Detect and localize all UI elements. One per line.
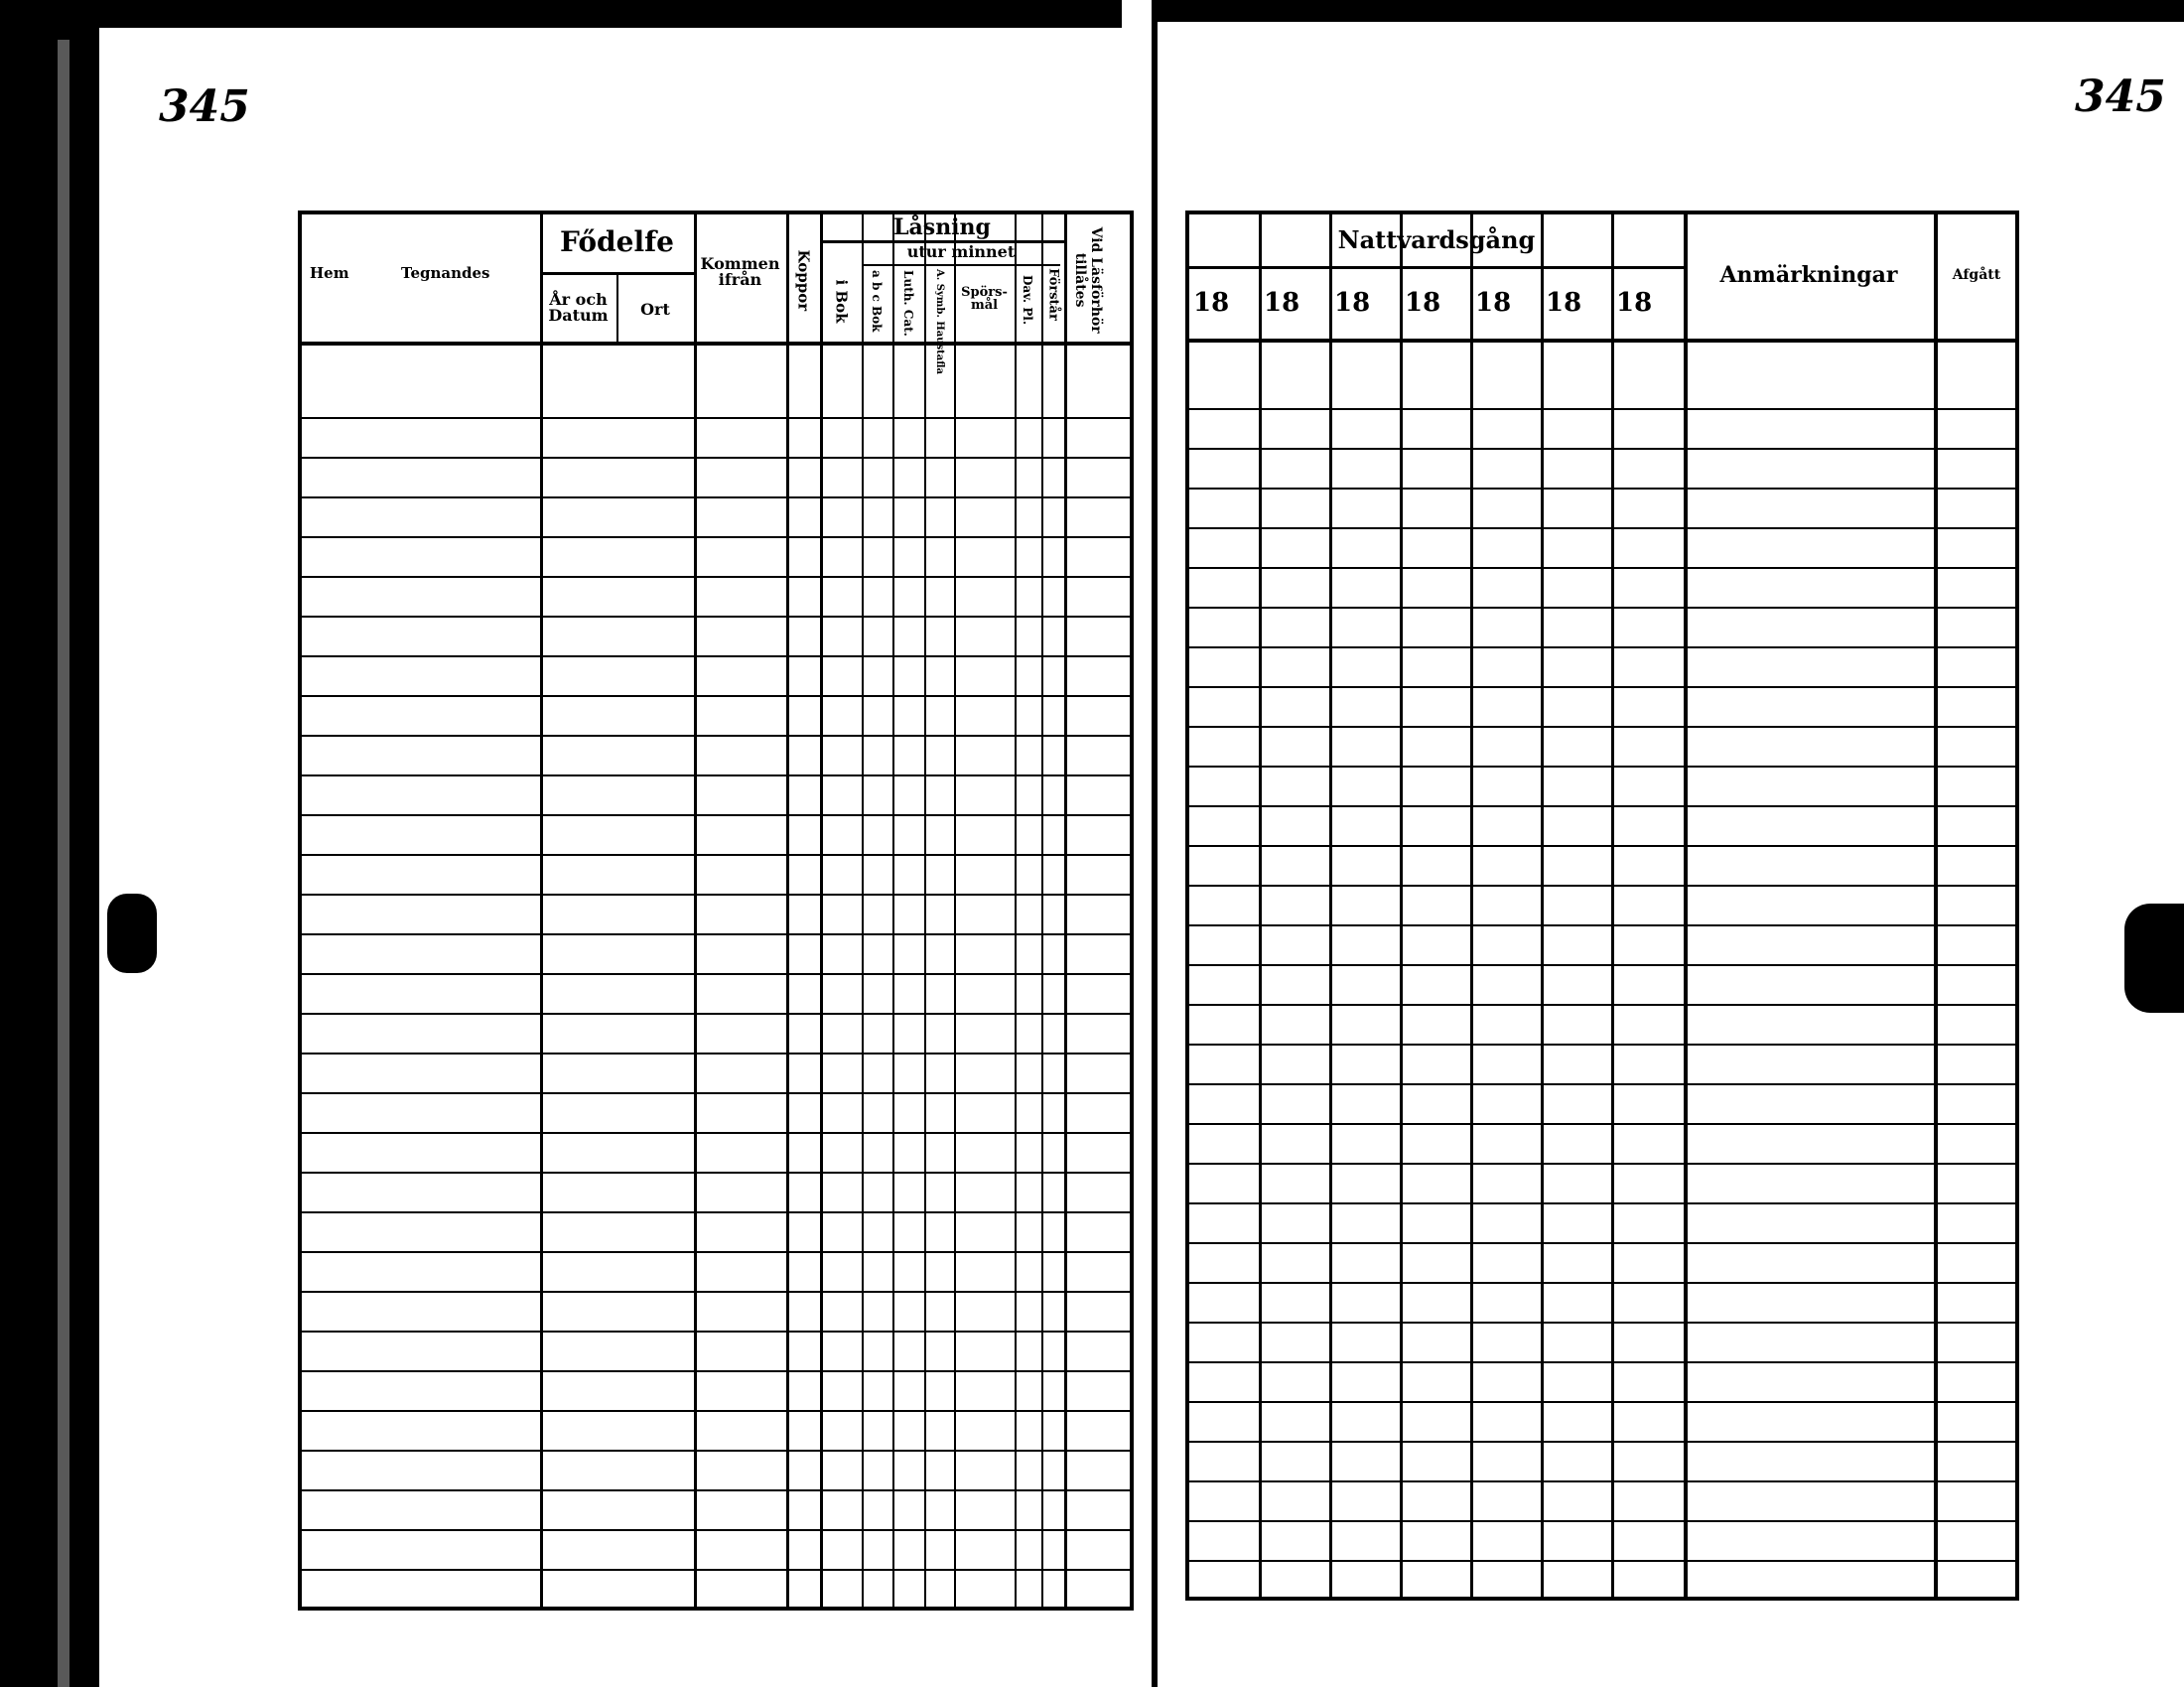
utur-minnet-subrule	[862, 264, 1060, 266]
i-bok-label: i Bok	[832, 279, 851, 324]
koppor-label: Koppor	[794, 249, 813, 312]
right-col-rule	[1934, 214, 1938, 1597]
forstar-label: Förstår	[1045, 268, 1061, 321]
ruled-row-line	[1189, 1242, 2015, 1244]
ruled-row-line	[1189, 1322, 2015, 1324]
ruled-row-line	[302, 894, 1130, 896]
left-col-rule	[820, 214, 823, 1607]
ruled-row-line	[1189, 527, 2015, 529]
ruled-row-line	[1189, 1004, 2015, 1006]
ruled-row-line	[1189, 408, 2015, 410]
ruled-row-line	[1189, 1361, 2015, 1363]
left-col-rule	[1064, 214, 1067, 1607]
ruled-row-line	[1189, 1282, 2015, 1284]
fodelse-label: Fődelfe	[560, 225, 674, 258]
left-header-rule	[302, 342, 1130, 346]
kommen-ifran-label: Kommen ifrån	[700, 254, 780, 289]
left-col-rule	[892, 214, 894, 1607]
ruled-row-line	[1189, 686, 2015, 688]
ruled-row-line	[1189, 1044, 2015, 1046]
ruled-row-line	[302, 973, 1130, 975]
ruled-row-line	[1189, 1520, 2015, 1522]
abc-bok-label: a b c Bok	[870, 270, 884, 333]
ruled-row-line	[1189, 1560, 2015, 1562]
ruled-row-line	[302, 1489, 1130, 1491]
ruled-row-line	[1189, 1480, 2015, 1482]
left-register-table	[298, 211, 1134, 1611]
afgatt-label: Afgått	[1952, 267, 2001, 283]
ruled-row-line	[1189, 567, 2015, 569]
year-label: 18	[1264, 288, 1300, 318]
ruled-row-line	[302, 457, 1130, 459]
clip-right	[2124, 904, 2184, 1013]
right-col-rule	[1684, 214, 1688, 1597]
ruled-row-line	[1189, 607, 2015, 609]
right-col-rule	[1611, 214, 1614, 1597]
year-label: 18	[1546, 288, 1582, 318]
ruled-row-line	[302, 933, 1130, 935]
anmarkningar-label: Anmärkningar	[1719, 262, 1898, 288]
ruled-row-line	[302, 695, 1130, 697]
left-col-rule	[694, 214, 697, 1607]
year-label: 18	[1475, 288, 1512, 318]
ruled-row-line	[1189, 1441, 2015, 1443]
ort-label: Ort	[640, 300, 670, 319]
ruled-row-line	[302, 735, 1130, 737]
ruled-row-line	[1189, 766, 2015, 768]
ruled-row-line	[1189, 924, 2015, 926]
ruled-row-line	[302, 1132, 1130, 1134]
left-col-rule	[862, 214, 864, 1607]
col-hem-label: Hem	[310, 264, 349, 282]
clip-left	[107, 894, 157, 973]
ruled-row-line	[1189, 488, 2015, 490]
right-col-rule	[1470, 214, 1473, 1597]
sporsmal-label: Spörs-mål	[961, 285, 1008, 313]
ruled-row-line	[302, 655, 1130, 657]
left-col-rule	[786, 214, 789, 1607]
book-binding	[0, 0, 99, 1687]
year-label: 18	[1334, 288, 1371, 318]
ruled-row-line	[302, 1053, 1130, 1054]
right-col-rule	[1329, 214, 1332, 1597]
page-top-edge-left	[99, 0, 1122, 28]
ruled-row-line	[1189, 726, 2015, 728]
col-tegnandes-label: Tegnandes	[401, 264, 490, 282]
year-label: 18	[1405, 288, 1441, 318]
right-col-rule	[1400, 214, 1403, 1597]
ruled-row-line	[302, 576, 1130, 578]
left-col-rule	[1015, 214, 1017, 1607]
ruled-row-line	[302, 616, 1130, 618]
right-col-rule	[1541, 214, 1544, 1597]
ruled-row-line	[302, 814, 1130, 816]
lasning-label: Låsning	[893, 214, 991, 240]
page-top-edge-right	[1152, 0, 2184, 22]
ruled-row-line	[302, 1251, 1130, 1253]
ruled-row-line	[302, 1410, 1130, 1412]
ruled-row-line	[1189, 1123, 2015, 1125]
utur-minnet-label: utur minnet	[906, 242, 1016, 261]
ruled-row-line	[302, 417, 1130, 419]
left-col-rule	[540, 214, 543, 1607]
ruled-row-line	[1189, 448, 2015, 450]
left-col-rule	[924, 214, 926, 1607]
left-col-rule	[1041, 214, 1043, 1607]
right-col-rule	[1259, 214, 1262, 1597]
ruled-row-line	[1189, 885, 2015, 887]
ruled-row-line	[302, 854, 1130, 856]
ruled-row-line	[302, 1450, 1130, 1452]
ruled-row-line	[1189, 964, 2015, 966]
ruled-row-line	[302, 1569, 1130, 1571]
a-symb-label: A. Symb. Haustafla	[934, 269, 945, 374]
ruled-row-line	[302, 1092, 1130, 1094]
year-label: 18	[1193, 288, 1230, 318]
ar-och-datum-label: År och Datum	[548, 290, 609, 325]
ruled-row-line	[302, 496, 1130, 498]
binding-edge	[58, 40, 69, 1687]
ruled-row-line	[1189, 805, 2015, 807]
nattvard-subrule	[1189, 266, 1684, 269]
book-gutter	[1152, 0, 1158, 1687]
ruled-row-line	[1189, 1163, 2015, 1165]
left-col-rule	[954, 214, 956, 1607]
right-register-table	[1185, 211, 2019, 1601]
ruled-row-line	[302, 1013, 1130, 1015]
ruled-row-line	[1189, 1401, 2015, 1403]
dav-pl-label: Dav. Pl.	[1021, 274, 1034, 326]
folio-right: 345	[2075, 71, 2166, 122]
right-header-rule	[1189, 339, 2015, 343]
nattvardsgang-label: Nattvardsgång	[1337, 225, 1536, 254]
ruled-row-line	[302, 1529, 1130, 1531]
ruled-row-line	[302, 1370, 1130, 1372]
ruled-row-line	[1189, 1202, 2015, 1204]
ruled-row-line	[302, 774, 1130, 776]
ruled-row-line	[302, 536, 1130, 538]
folio-left: 345	[159, 81, 250, 132]
ruled-row-line	[1189, 1083, 2015, 1085]
vid-lasforhor-label: Vid Läsförhör tillåtes	[1072, 226, 1105, 334]
ruled-row-line	[1189, 845, 2015, 847]
luth-cat-label: Luth. Cat.	[901, 270, 915, 337]
ruled-row-line	[302, 1331, 1130, 1333]
year-label: 18	[1616, 288, 1653, 318]
ruled-row-line	[1189, 646, 2015, 648]
ruled-row-line	[302, 1172, 1130, 1174]
ruled-row-line	[302, 1291, 1130, 1293]
ruled-row-line	[302, 1211, 1130, 1213]
